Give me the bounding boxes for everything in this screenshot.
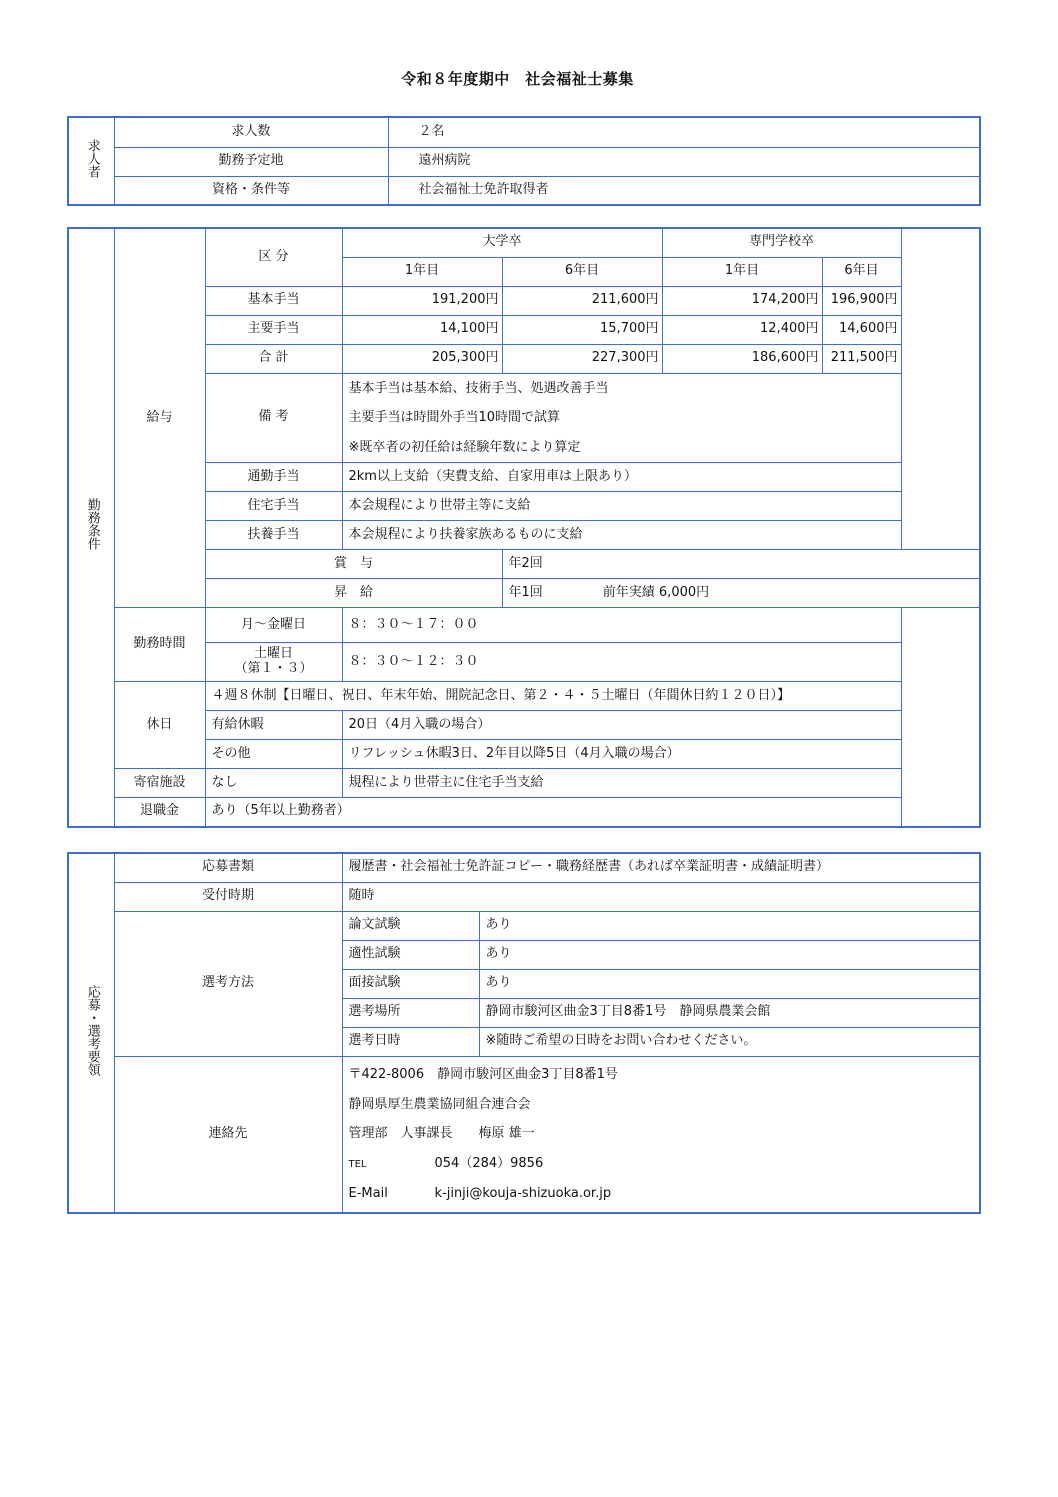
workplace-label: 勤務予定地 [114, 147, 388, 176]
schedule-label: 選考日時 [342, 1027, 479, 1056]
contact-postal: 〒422-8006 静岡市駿河区曲金3丁目8番1号 [348, 1067, 618, 1083]
basic-univ-y1: 191,200円 [342, 286, 502, 315]
basic-voc-y6: 196,900円 [822, 286, 901, 315]
salary-label: 給与 [114, 228, 205, 608]
saturday-label-cell [205, 643, 342, 682]
recruit-table [67, 116, 981, 206]
dorm-label: 寄宿施設 [114, 769, 205, 798]
housing-label: 住宅手当 [205, 492, 342, 521]
university-header: 大学卒 [342, 228, 662, 257]
univ-year1-header: 1年目 [342, 257, 502, 286]
page-title: 令和８年度期中 社会福祉士募集 [401, 70, 634, 88]
qualification-label: 資格・条件等 [114, 176, 388, 205]
contact-block [342, 1056, 980, 1213]
remark-line: ※既卒者の初任給は経験年数により算定 [348, 439, 581, 455]
total-univ-y6: 227,300円 [502, 344, 662, 373]
qualification-value: 社会福祉士免許取得者 [388, 176, 980, 205]
essay-exam-value: あり [479, 911, 980, 940]
raise-note: 前年実績 6,000円 [602, 584, 710, 600]
docs-label: 応募書類 [114, 853, 342, 882]
venue-label: 選考場所 [342, 998, 479, 1027]
saturday-value: ８：３０～１２：３０ [342, 643, 901, 682]
main-allowance-label: 主要手当 [205, 315, 342, 344]
remarks-block [342, 373, 901, 463]
venue-value: 静岡市駿河区曲金3丁目8番1号 静岡県農業会館 [479, 998, 980, 1027]
tel-value: 054（284）9856 [434, 1156, 544, 1172]
tel-label: TEL [348, 1159, 367, 1171]
conditions-section-label: 勤務条件 [68, 228, 114, 827]
raise-cell [502, 579, 980, 608]
basic-allowance-label: 基本手当 [205, 286, 342, 315]
family-value: 本会規程により扶養家族あるものに支給 [342, 521, 901, 550]
commute-label: 通勤手当 [205, 463, 342, 492]
main-univ-y1: 14,100円 [342, 315, 502, 344]
hours-label: 勤務時間 [114, 608, 205, 682]
saturday-label: 土曜日 [253, 646, 293, 662]
housing-value: 本会規程により世帯主等に支給 [342, 492, 901, 521]
application-section-label: 応募・選考要領 [68, 853, 114, 1213]
period-value: 随時 [342, 882, 980, 911]
total-voc-y1: 186,600円 [662, 344, 822, 373]
univ-year6-header: 6年目 [502, 257, 662, 286]
bonus-value: 年2回 [502, 550, 980, 579]
holiday-label: 休日 [114, 682, 205, 769]
total-univ-y1: 205,300円 [342, 344, 502, 373]
contact-label: 連絡先 [114, 1056, 342, 1213]
retire-value: あり（5年以上勤務者） [205, 798, 901, 827]
recruit-count-value: ２名 [388, 117, 980, 147]
voc-year1-header: 1年目 [662, 257, 822, 286]
division-label: 区 分 [205, 228, 342, 286]
vocational-header: 専門学校卒 [662, 228, 901, 257]
voc-year6-header: 6年目 [822, 257, 901, 286]
workplace-value: 遠州病院 [388, 147, 980, 176]
main-voc-y6: 14,600円 [822, 315, 901, 344]
main-univ-y6: 15,700円 [502, 315, 662, 344]
holiday-value: ４週８休制【日曜日、祝日、年末年始、開院記念日、第２・４・５土曜日（年間休日約１２０日）】 [205, 682, 901, 711]
interview-value: あり [479, 969, 980, 998]
other-leave-value: リフレッシュ休暇3日、2年目以降5日（4月入職の場合） [342, 740, 901, 769]
contact-email-row [349, 1179, 974, 1209]
paid-leave-value: 20日（4月入職の場合） [342, 711, 901, 740]
conditions-table [67, 227, 981, 828]
interview-label: 面接試験 [342, 969, 479, 998]
remark-line: 基本手当は基本給、技術手当、処遇改善手当 [348, 380, 609, 396]
application-table [67, 852, 981, 1214]
essay-exam-label: 論文試験 [342, 911, 479, 940]
dorm-value: なし [205, 769, 342, 798]
family-label: 扶養手当 [205, 521, 342, 550]
contact-org: 静岡県厚生農業協同組合連合会 [348, 1096, 531, 1112]
main-voc-y1: 12,400円 [662, 315, 822, 344]
contact-person: 管理部 人事課長 梅原 雄一 [348, 1126, 535, 1142]
dorm-note: 規程により世帯主に住宅手当支給 [342, 769, 901, 798]
basic-univ-y6: 211,600円 [502, 286, 662, 315]
schedule-value: ※随時ご希望の日時をお問い合わせください。 [479, 1027, 980, 1056]
retire-label: 退職金 [114, 798, 205, 827]
basic-voc-y1: 174,200円 [662, 286, 822, 315]
recruit-count-label: 求人数 [114, 117, 388, 147]
total-voc-y6: 211,500円 [822, 344, 901, 373]
recruit-section-label: 求人者 [68, 117, 114, 205]
weekday-label: 月～金曜日 [205, 608, 342, 643]
aptitude-exam-label: 適性試験 [342, 940, 479, 969]
remark-line: 主要手当は時間外手当10時間で試算 [348, 410, 561, 425]
remarks-label: 備 考 [205, 373, 342, 463]
raise-value: 年1回 [508, 584, 543, 600]
docs-value: 履歴書・社会福祉士免許証コピー・職務経歴書（あれば卒業証明書・成績証明書） [342, 853, 980, 882]
paid-leave-label: 有給休暇 [205, 711, 342, 740]
bonus-label: 賞 与 [205, 550, 502, 579]
selection-label: 選考方法 [114, 911, 342, 1056]
commute-value: 2km以上支給（実費支給、自家用車は上限あり） [342, 463, 901, 492]
email-value[interactable]: k-jinji@kouja-shizuoka.or.jp [434, 1185, 612, 1201]
email-label: E-Mail [348, 1185, 388, 1201]
raise-label: 昇 給 [205, 579, 502, 608]
period-label: 受付時期 [114, 882, 342, 911]
aptitude-exam-value: あり [479, 940, 980, 969]
contact-tel-row [349, 1149, 974, 1179]
weekday-value: ８：３０～１７：００ [342, 608, 901, 643]
saturday-sub: （第１・３） [234, 661, 313, 676]
total-label: 合 計 [205, 344, 342, 373]
other-leave-label: その他 [205, 740, 342, 769]
